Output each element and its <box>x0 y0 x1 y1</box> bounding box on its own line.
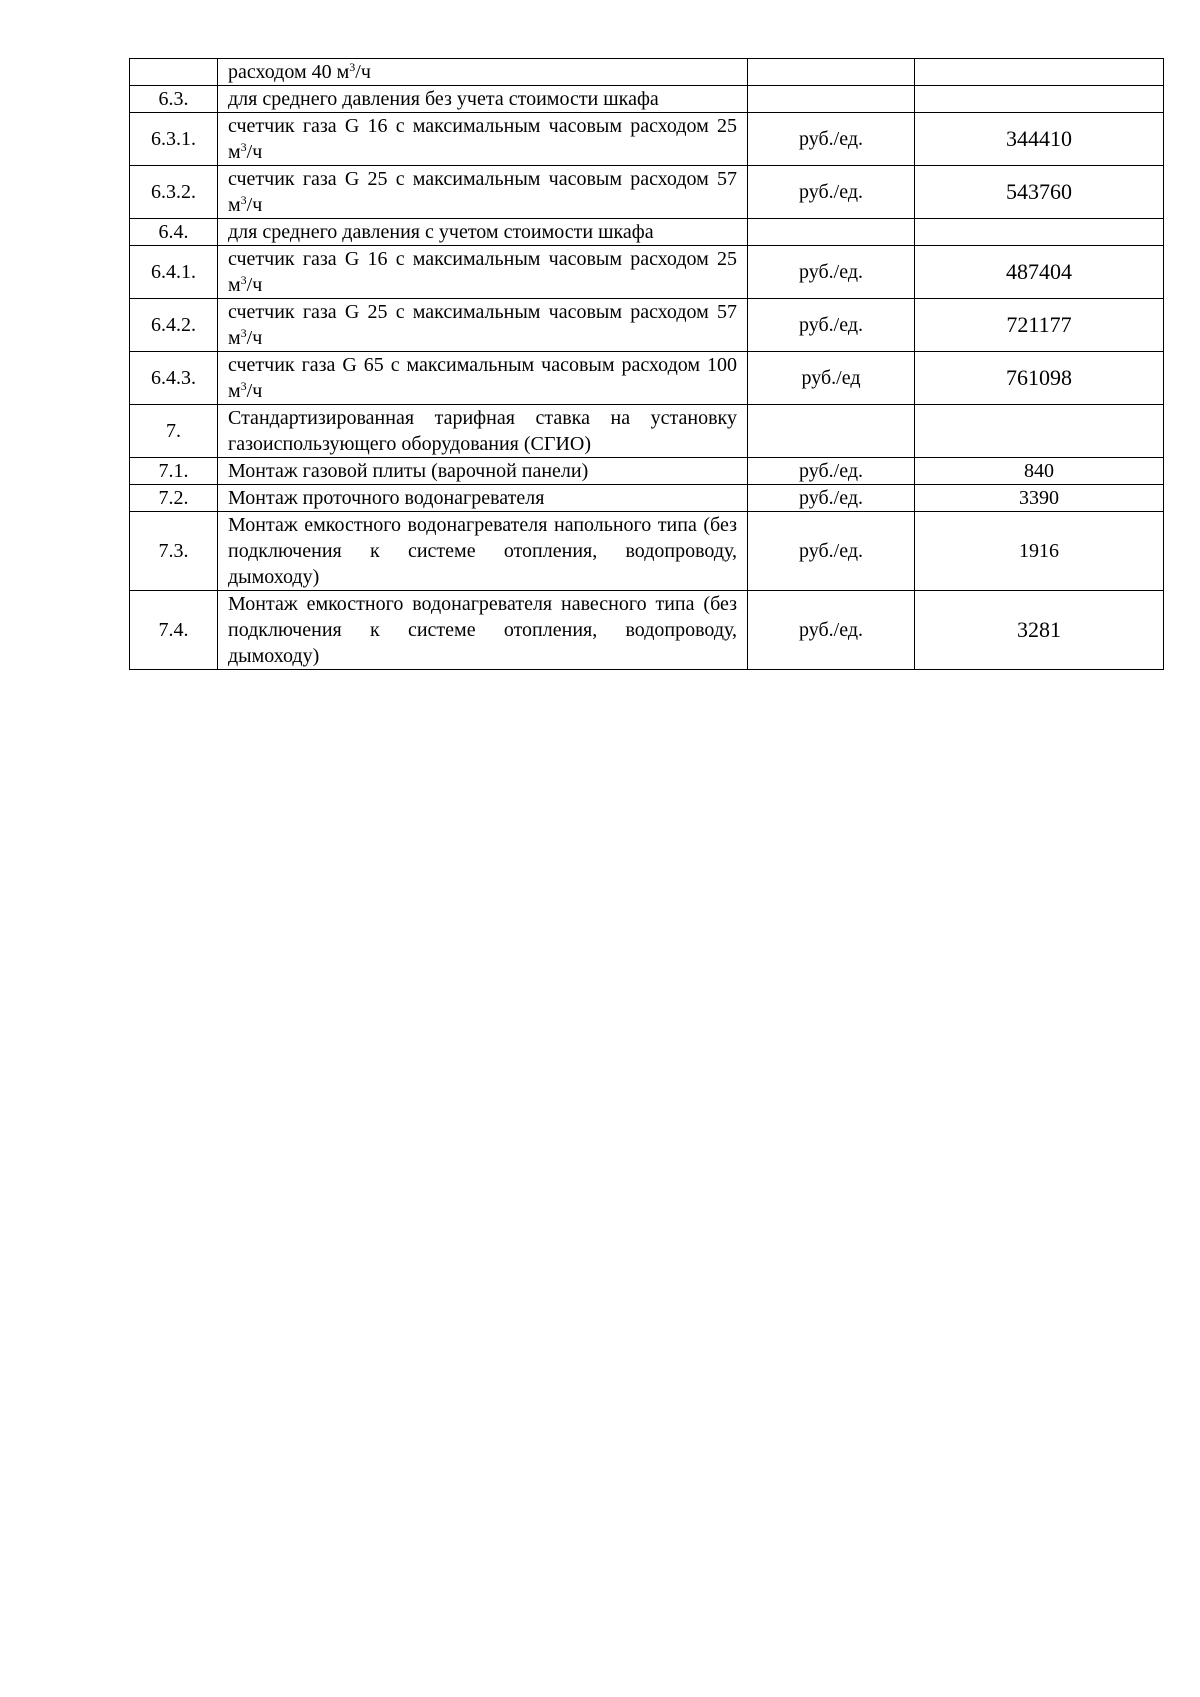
row-number: 7.3. <box>130 512 218 591</box>
row-unit: руб./ед. <box>748 458 915 485</box>
table-row <box>130 591 1164 670</box>
table-row <box>130 219 1164 246</box>
row-unit: руб./ед. <box>748 113 915 166</box>
row-unit: руб./ед. <box>748 512 915 591</box>
tariff-table <box>129 58 1164 670</box>
row-number: 6.4. <box>130 219 218 246</box>
row-description: счетчик газа G 25 с максимальным часовым расходом 57 $м^3/ч$ <box>218 299 748 352</box>
row-unit: руб./ед. <box>748 591 915 670</box>
row-unit <box>748 59 915 86</box>
row-description: для среднего давления с учетом стоимости шкафа <box>218 219 748 246</box>
row-value: 543760 <box>915 166 1164 219</box>
table-row <box>130 512 1164 591</box>
row-description: Монтаж проточного водонагревателя <box>218 485 748 512</box>
table-row <box>130 458 1164 485</box>
row-description: Монтаж емкостного водонагревателя навесного типа (без подключения к системе отопления, водопроводу, дымоходу) <box>218 591 748 670</box>
row-unit: руб./ед. <box>748 299 915 352</box>
row-number: 6.4.1. <box>130 246 218 299</box>
row-number: 7.4. <box>130 591 218 670</box>
row-description: счетчик газа G 25 с максимальным часовым расходом 57 $м^3/ч$ <box>218 166 748 219</box>
row-number <box>130 59 218 86</box>
table-row <box>130 485 1164 512</box>
row-value: 3281 <box>915 591 1164 670</box>
table-row <box>130 86 1164 113</box>
row-value: 1916 <box>915 512 1164 591</box>
row-value <box>915 59 1164 86</box>
row-description: Стандартизированная тарифная ставка на установку газоиспользующего оборудования (СГИО) <box>218 405 748 458</box>
table-row <box>130 59 1164 86</box>
row-value: 761098 <box>915 352 1164 405</box>
table-row <box>130 166 1164 219</box>
row-value: 721177 <box>915 299 1164 352</box>
row-value <box>915 405 1164 458</box>
row-description: расходом 40 $м^3/ч$ <box>218 59 748 86</box>
row-description: Монтаж емкостного водонагревателя напольного типа (без подключения к системе отопления, водопроводу, дымоходу) <box>218 512 748 591</box>
row-description: счетчик газа G 16 с максимальным часовым расходом 25 $м^3/ч$ <box>218 113 748 166</box>
row-unit <box>748 219 915 246</box>
row-value: 3390 <box>915 485 1164 512</box>
row-value: 487404 <box>915 246 1164 299</box>
row-value <box>915 86 1164 113</box>
row-value <box>915 219 1164 246</box>
row-value: 344410 <box>915 113 1164 166</box>
row-description: для среднего давления без учета стоимости шкафа <box>218 86 748 113</box>
row-description: счетчик газа G 16 с максимальным часовым расходом 25 $м^3/ч$ <box>218 246 748 299</box>
table-row <box>130 405 1164 458</box>
row-unit <box>748 86 915 113</box>
row-unit: руб./ед. <box>748 166 915 219</box>
table-row <box>130 352 1164 405</box>
row-unit: руб./ед. <box>748 246 915 299</box>
row-number: 6.3.1. <box>130 113 218 166</box>
table-row <box>130 113 1164 166</box>
row-number: 7. <box>130 405 218 458</box>
row-number: 6.3.2. <box>130 166 218 219</box>
row-description: счетчик газа G 65 с максимальным часовым расходом 100 $м^3/ч$ <box>218 352 748 405</box>
row-description: Монтаж газовой плиты (варочной панели) <box>218 458 748 485</box>
row-number: 7.2. <box>130 485 218 512</box>
row-number: 6.3. <box>130 86 218 113</box>
row-unit: руб./ед <box>748 352 915 405</box>
row-value: 840 <box>915 458 1164 485</box>
table-row <box>130 299 1164 352</box>
row-number: 6.4.3. <box>130 352 218 405</box>
row-number: 6.4.2. <box>130 299 218 352</box>
table-row <box>130 246 1164 299</box>
row-unit <box>748 405 915 458</box>
row-number: 7.1. <box>130 458 218 485</box>
row-unit: руб./ед. <box>748 485 915 512</box>
